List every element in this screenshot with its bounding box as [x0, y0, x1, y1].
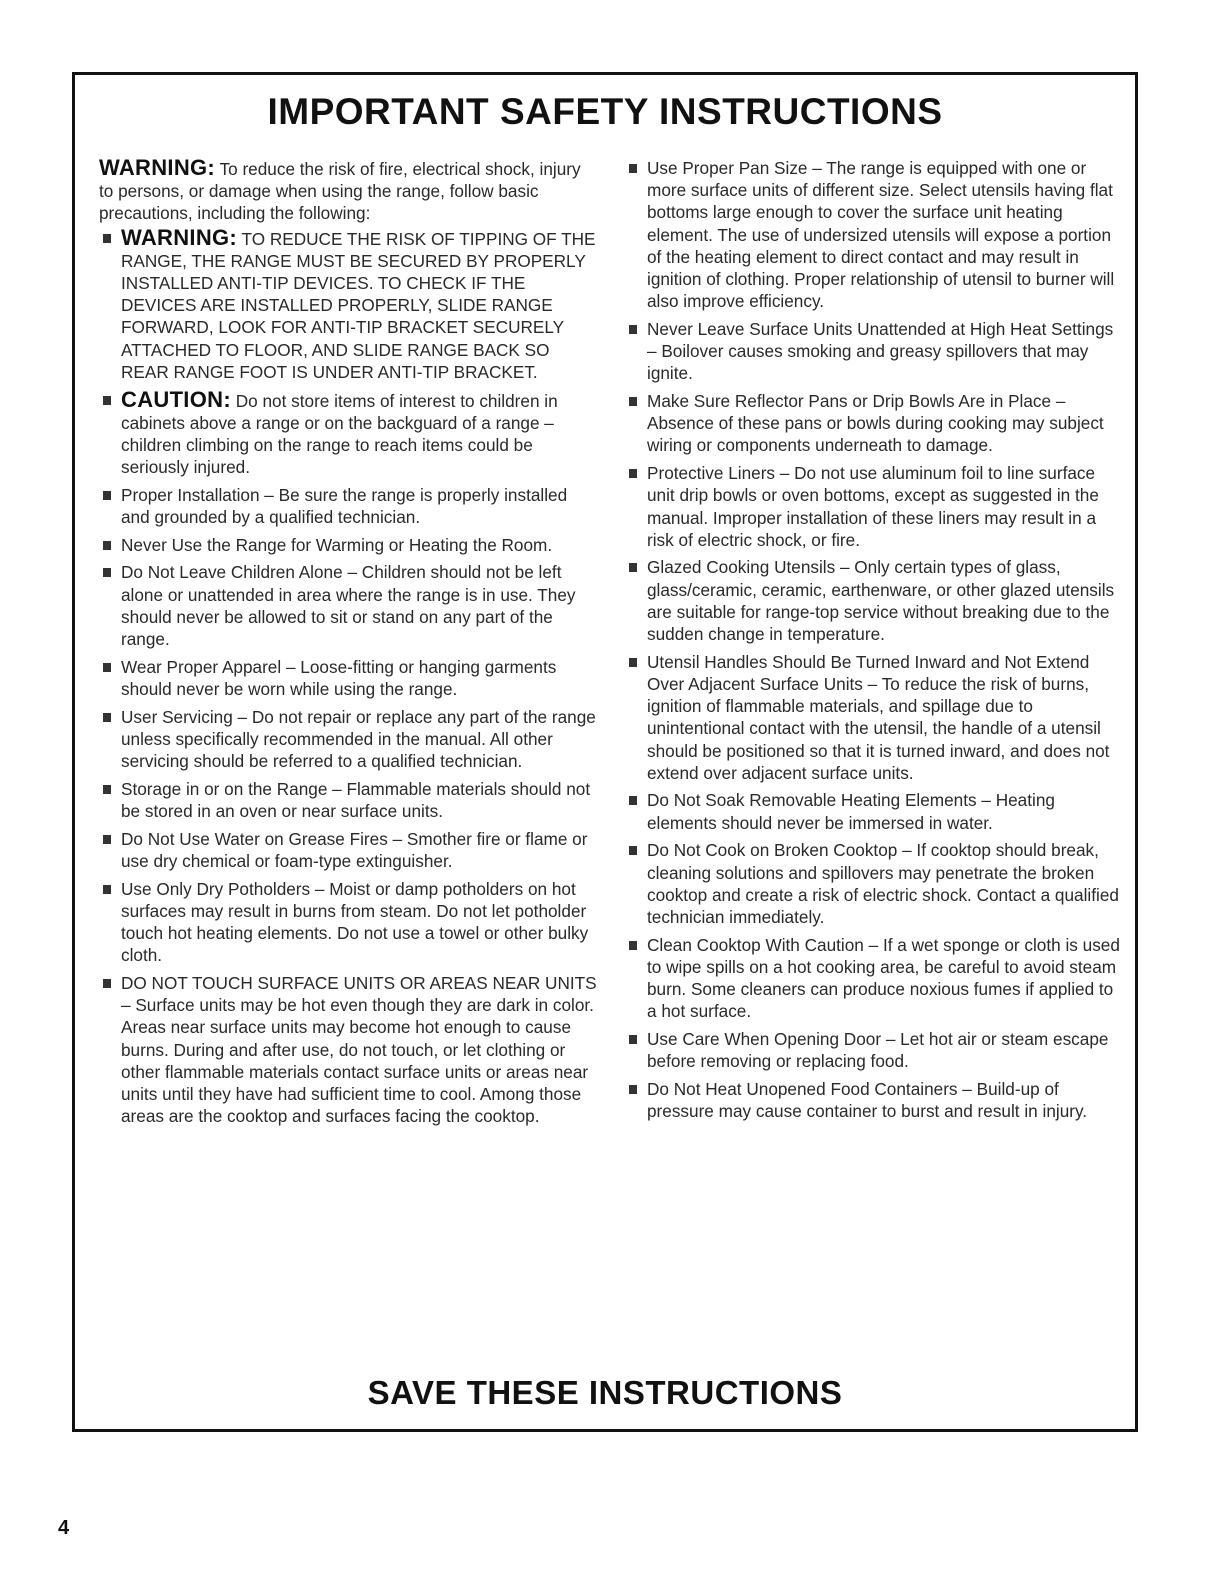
bullet-icon [629, 1035, 637, 1044]
item-text: TO REDUCE THE RISK OF TIPPING OF THE RANGE, THE RANGE MUST BE SECURED BY PROPERLY INSTALLED ANTI-TIP DEVICES. TO CHECK IF THE DEVICES ARE INSTALLED PROPERLY, SLIDE RANGE FORWARD, LOOK FOR ANTI-TIP BRACKET SECURELY ATTACHED TO FLOOR, AND SLIDE RANGE BACK SO REAR RANGE FOOT IS UNDER ANTI-TIP BRACKET. [121, 228, 596, 382]
item-text: Proper Installation – Be sure the range is properly installed and grounded by a qualified technician. [121, 484, 568, 528]
instruction-item [99, 386, 597, 479]
instruction-item [99, 484, 597, 528]
item-text: Do Not Leave Children Alone – Children should not be left alone or unattended in area where the range is in use. They should never be allowed to sit or stand on any part of the range. [121, 562, 576, 650]
bullet-icon [629, 796, 637, 805]
item-text: DO NOT TOUCH SURFACE UNITS OR AREAS NEAR UNITS – Surface units may be hot even though they are dark in color. Areas near surface units may become hot enough to cause burns. During and after use, do not touch, or let clothing or other flammable materials contact surface units or areas near units until they have had sufficient time to cool. Among those areas are the cooktop and surfaces facing the cooktop. [121, 972, 597, 1127]
instruction-item [625, 556, 1121, 645]
bullet-icon [629, 658, 637, 667]
bullet-icon [103, 541, 111, 550]
item-text: Do Not Use Water on Grease Fires – Smother fire or flame or use dry chemical or foam-type extinguisher. [121, 828, 588, 871]
left-column [99, 157, 597, 1133]
item-text: Glazed Cooking Utensils – Only certain types of glass, glass/ceramic, ceramic, earthenware, or other glazed utensils are suitable for range-top service without breaking due to the sudden change in temperature. [647, 557, 1115, 645]
intro-paragraph [99, 157, 597, 225]
bullet-icon [103, 568, 111, 577]
item-lead-label: WARNING: [121, 224, 238, 250]
instruction-item [625, 390, 1121, 457]
instruction-item [625, 1028, 1121, 1072]
bullet-icon [103, 835, 111, 844]
instruction-item [99, 561, 597, 650]
instruction-item [625, 157, 1121, 312]
bullet-icon [103, 663, 111, 672]
item-text: Protective Liners – Do not use aluminum foil to line surface unit drip bowls or oven bottoms, except as suggested in the manual. Improper installation of these liners may result in a risk of electric shock, or fire. [647, 463, 1099, 550]
instruction-item [99, 878, 597, 967]
bullet-icon [103, 234, 111, 243]
intro-warning-label: WARNING: [99, 155, 216, 180]
instruction-item [99, 778, 597, 822]
instruction-item [625, 934, 1121, 1023]
right-column [625, 157, 1121, 1128]
item-text: User Servicing – Do not repair or replace any part of the range unless specifically recommended in the manual. All other servicing should be referred to a qualified technician. [121, 706, 596, 772]
bullet-icon [629, 563, 637, 572]
bullet-icon [103, 979, 111, 988]
instruction-item [625, 1078, 1121, 1122]
item-text: Use Care When Opening Door – Let hot air or steam escape before removing or replacing food. [647, 1029, 1109, 1072]
instruction-item [625, 318, 1121, 385]
bullet-icon [629, 1085, 637, 1094]
safety-instructions-box [72, 72, 1138, 1432]
instruction-item [625, 462, 1121, 551]
bullet-icon [103, 885, 111, 894]
bullet-icon [629, 846, 637, 855]
instruction-item [99, 972, 597, 1127]
item-text: Make Sure Reflector Pans or Drip Bowls Are in Place – Absence of these pans or bowls during cooking may subject wiring or components underneath to damage. [647, 391, 1104, 456]
left-instruction-list [99, 224, 597, 1128]
instruction-item [625, 651, 1121, 784]
item-text: Storage in or on the Range – Flammable materials should not be stored in an oven or near surface units. [121, 778, 591, 821]
bullet-icon [629, 469, 637, 478]
intro-text: To reduce the risk of fire, electrical shock, injury to persons, or damage when using the range, follow basic precautions, including the following: [99, 159, 581, 224]
item-text: Never Use the Range for Warming or Heating the Room. [121, 534, 553, 555]
item-text: Utensil Handles Should Be Turned Inward and Not Extend Over Adjacent Surface Units – To reduce the risk of burns, ignition of flammable materials, and spillage due to unintentional contact with the utensil, the handle of a utensil should be positioned so that it is turned inward, and does not extend over adjacent surface units. [647, 651, 1110, 783]
item-text: Clean Cooktop With Caution – If a wet sponge or cloth is used to wipe spills on a hot cooking area, be careful to avoid steam burn. Some cleaners can produce noxious fumes if applied to a hot surface. [647, 934, 1120, 1022]
instruction-item [99, 224, 597, 383]
item-text: Wear Proper Apparel – Loose-fitting or hanging garments should never be worn while using the range. [121, 656, 557, 699]
item-text: Never Leave Surface Units Unattended at High Heat Settings – Boilover causes smoking and greasy spillovers that may ignite. [647, 318, 1114, 384]
instruction-item [99, 656, 597, 700]
instruction-item [625, 789, 1121, 833]
instruction-item [625, 839, 1121, 928]
bullet-icon [629, 164, 637, 173]
item-text: Do not store items of interest to children in cabinets above a range or on the backguard of a range – children climbing on the range to reach items could be seriously injured. [121, 390, 558, 478]
bullet-icon [103, 491, 111, 500]
save-instructions-heading: SAVE THESE INSTRUCTIONS [367, 1374, 843, 1411]
bullet-icon [103, 713, 111, 722]
bullet-icon [103, 396, 111, 405]
item-text: Use Only Dry Potholders – Moist or damp potholders on hot surfaces may result in burns from steam. Do not let potholder touch hot heating elements. Do not use a towel or other bulky cloth. [121, 878, 589, 966]
bullet-icon [103, 785, 111, 794]
instruction-item [99, 706, 597, 773]
bullet-icon [629, 397, 637, 406]
item-lead-label: CAUTION: [121, 386, 231, 412]
page-number: 4 [58, 1517, 70, 1539]
right-instruction-list [625, 157, 1121, 1122]
instruction-item [99, 828, 597, 872]
instruction-item [99, 534, 597, 556]
item-text: Do Not Cook on Broken Cooktop – If cooktop should break, cleaning solutions and spillovers may penetrate the broken cooktop and create a risk of electric shock. Contact a qualified technician immediately. [647, 840, 1119, 927]
page-title: IMPORTANT SAFETY INSTRUCTIONS [267, 91, 943, 132]
bullet-icon [629, 941, 637, 950]
item-text: Do Not Heat Unopened Food Containers – Build-up of pressure may cause container to burst and result in injury. [647, 1078, 1088, 1122]
item-text: Do Not Soak Removable Heating Elements – Heating elements should never be immersed in water. [647, 790, 1055, 833]
bullet-icon [629, 325, 637, 334]
item-text: Use Proper Pan Size – The range is equipped with one or more surface units of different size. Select utensils having flat bottoms large enough to cover the surface unit heating element. The use of undersized utensils will expose a portion of the heating element to direct contact and may result in ignition of clothing. Proper relationship of utensil to burner will also improve efficiency. [647, 158, 1115, 312]
